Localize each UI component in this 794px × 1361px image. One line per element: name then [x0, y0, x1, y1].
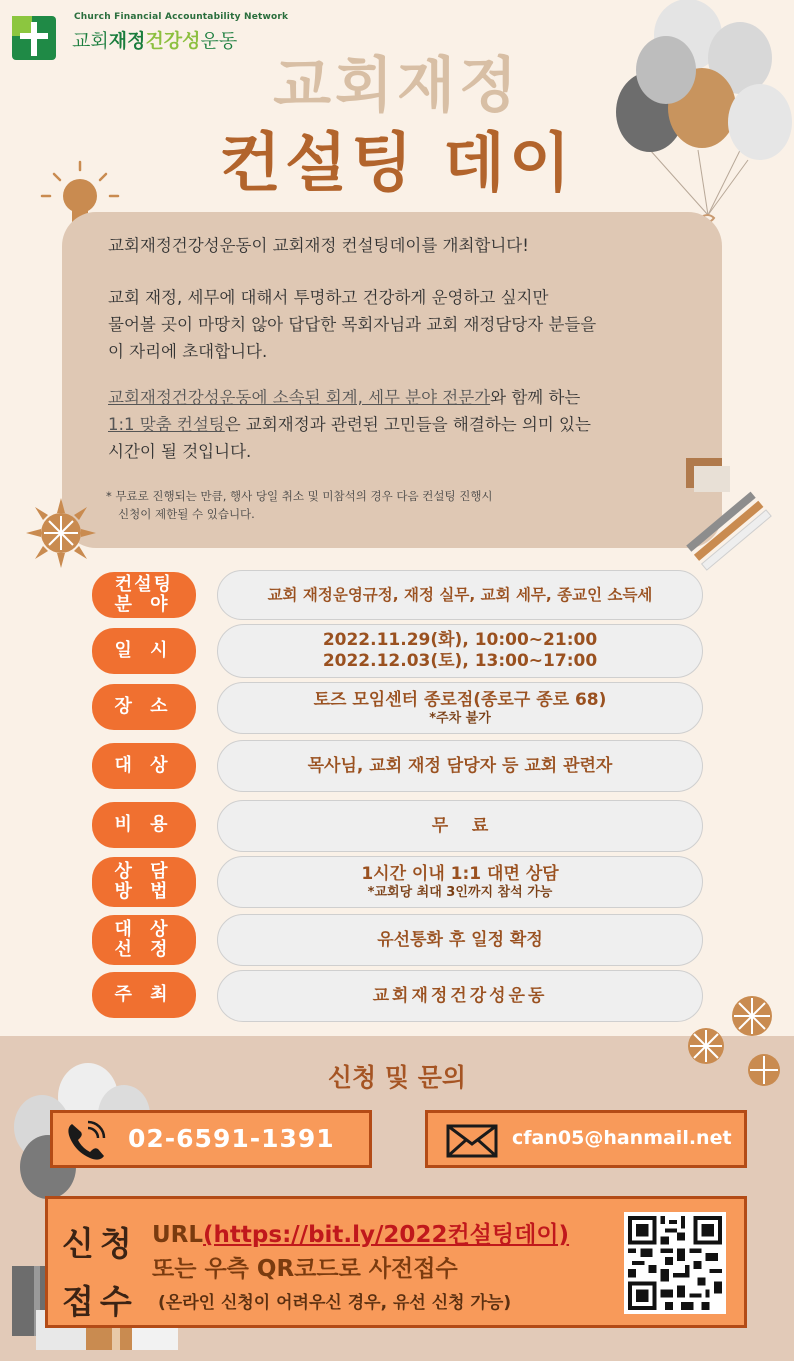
page-title-line1: 교회재정 [273, 51, 521, 121]
label-consulting-method: 상 담 방 법 [92, 857, 196, 907]
apply-url-line: URL(https://bit.ly/2022컨설팅데이) [152, 1222, 570, 1248]
label-consulting-field: 컨설팅 분 야 [92, 572, 196, 618]
value-cost: 무 료 [217, 800, 703, 852]
intro-note: * 무료로 진행되는 만큼, 행사 당일 취소 및 미참석의 경우 다음 컨설팅 진행시 [106, 489, 493, 503]
apply-note: (온라인 신청이 어려우신 경우, 유선 신청 가능) [158, 1293, 512, 1313]
contact-title: 신청 및 문의 [327, 1063, 467, 1092]
intro-lead: 교회재정건강성운동이 교회재정 컨설팅데이를 개최합니다! [108, 236, 529, 255]
pencils-icon [672, 456, 772, 572]
mail-icon [446, 1124, 498, 1158]
apply-url-link[interactable]: (https://bit.ly/2022컨설팅데이) [203, 1222, 570, 1248]
apply-label: 신청 [62, 1224, 138, 1263]
label-selection: 대 상 선 정 [92, 915, 196, 965]
intro-text: 시간이 될 것입니다. [108, 442, 252, 461]
logo-name: 교회재정건강성운동 [72, 30, 238, 52]
label-host: 주 최 [92, 972, 196, 1018]
value-selection: 유선통화 후 일정 확정 [217, 914, 703, 966]
label-target: 대 상 [92, 743, 196, 789]
intro-text: 물어볼 곳이 마땅치 않아 답답한 목회자님과 교회 재정담당자 분들을 [108, 315, 597, 334]
value-datetime: 2022.11.29(화), 10:00~21:00 2022.12.03(토), 13:00~17:00 [217, 624, 703, 678]
page-title-line2: 컨설팅 데이 [219, 127, 575, 201]
value-consulting-field: 교회 재정운영규정, 재정 실무, 교회 세무, 종교인 소득세 [217, 570, 703, 620]
intro-note: 신청이 제한될 수 있습니다. [118, 507, 255, 521]
star-ornament-icon [24, 496, 98, 570]
email-address[interactable]: cfan05@hanmail.net [512, 1127, 732, 1149]
intro-text: 교회 재정, 세무에 대해서 투명하고 건강하게 운영하고 싶지만 [108, 288, 549, 307]
intro-text: 1:1 맞춤 컨설팅은 교회재정과 관련된 고민들을 해결하는 의미 있는 [108, 415, 591, 434]
intro-text: 교회재정건강성운동에 소속된 회계, 세무 분야 전문가와 함께 하는 [108, 388, 581, 407]
phone-icon [64, 1118, 108, 1162]
qr-code-icon[interactable] [624, 1212, 726, 1314]
intro-box [62, 212, 722, 548]
apply-qr-line: 또는 우측 QR코드로 사전접수 [152, 1256, 458, 1282]
intro-text: 이 자리에 초대합니다. [108, 342, 268, 361]
label-cost: 비 용 [92, 802, 196, 848]
phone-number[interactable]: 02-6591-1391 [128, 1124, 335, 1153]
logo-subtitle: Church Financial Accountability Network [74, 12, 289, 22]
value-target: 목사님, 교회 재정 담당자 등 교회 관련자 [217, 740, 703, 792]
value-host: 교회재정건강성운동 [217, 970, 703, 1022]
value-consulting-method: 1시간 이내 1:1 대면 상담 *교회당 최대 3인까지 참석 가능 [217, 856, 703, 908]
value-venue: 토즈 모임센터 종로점(종로구 종로 68) *주차 불가 [217, 682, 703, 734]
apply-label: 접수 [62, 1282, 138, 1321]
label-datetime: 일 시 [92, 628, 196, 674]
label-venue: 장 소 [92, 684, 196, 730]
